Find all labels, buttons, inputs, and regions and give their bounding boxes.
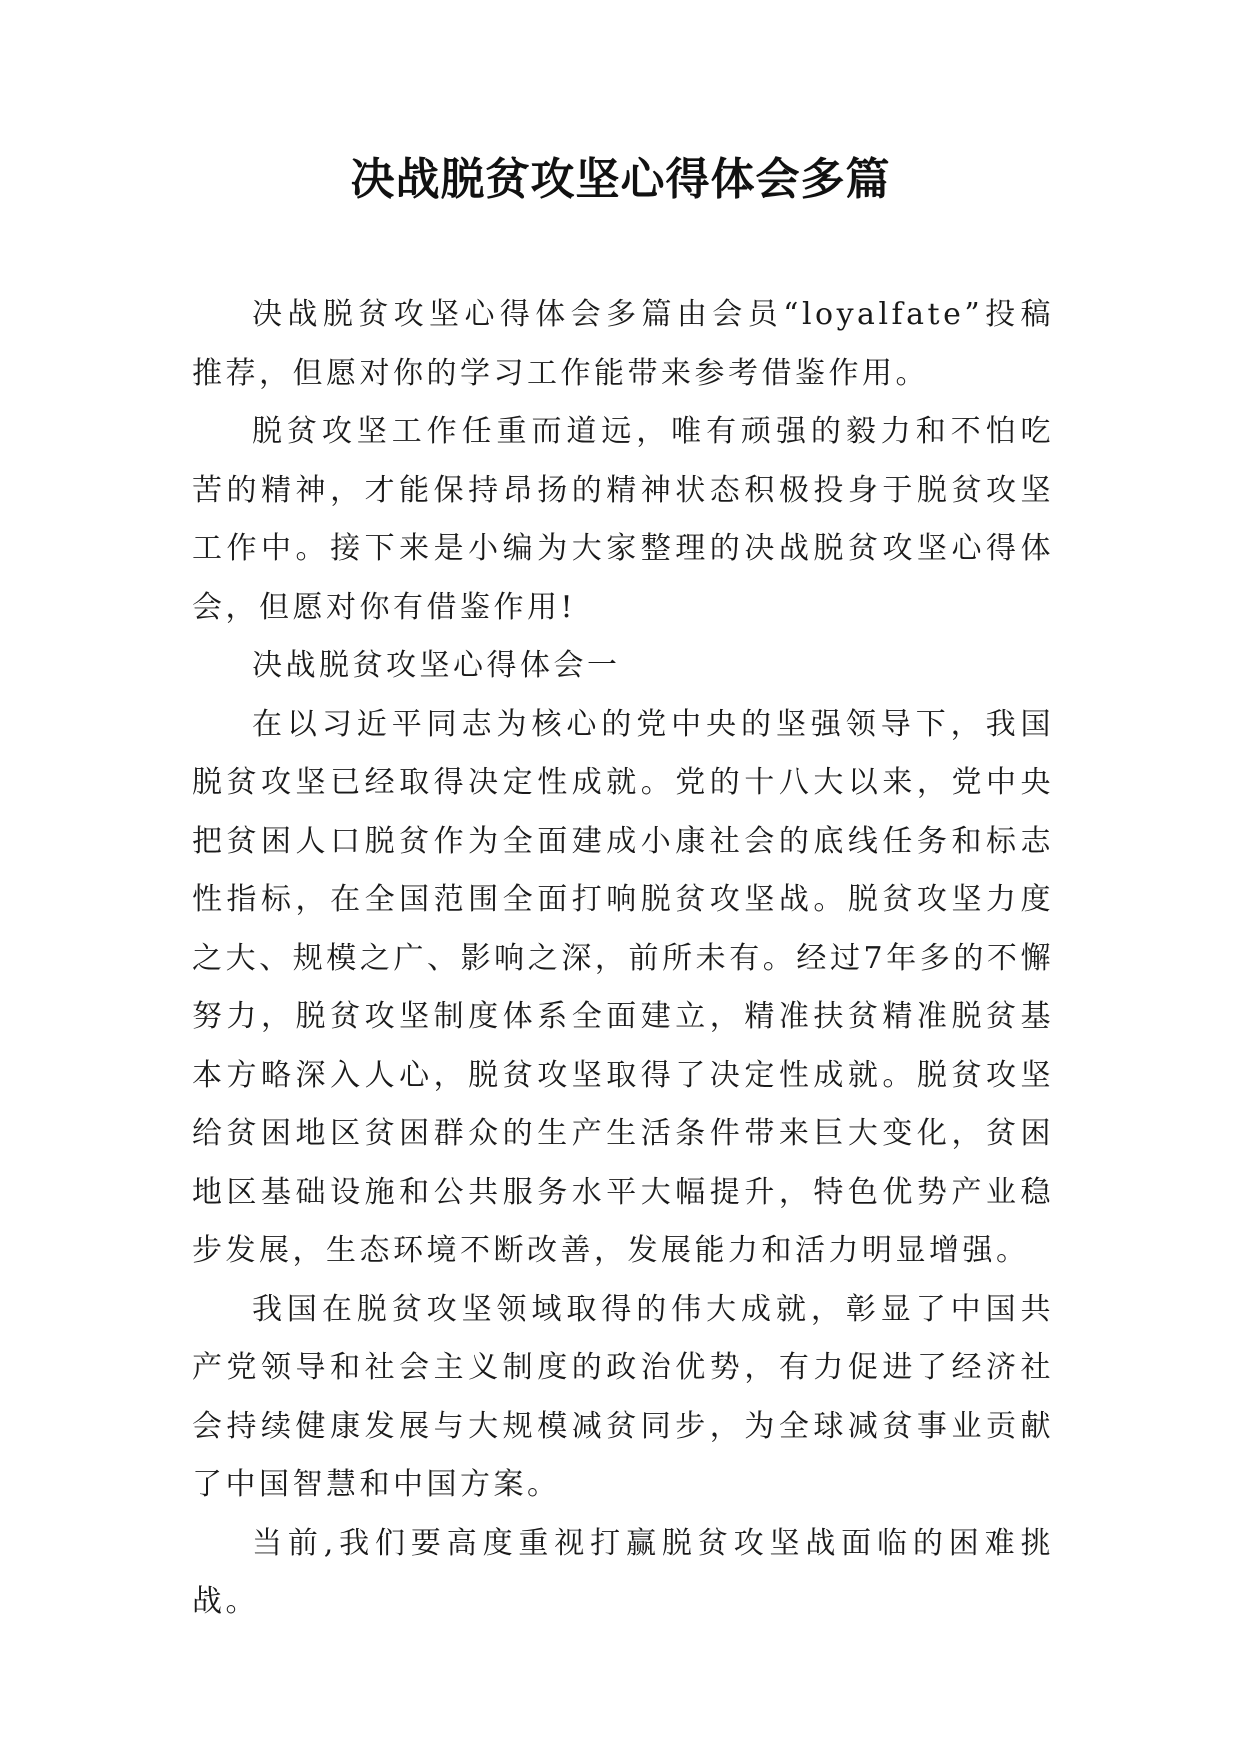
document-body: [192, 286, 1054, 1632]
body-paragraph: 我国在脱贫攻坚领域取得的伟大成就，彰显了中国共产党领导和社会主义制度的政治优势，有力促进了经济社会持续健康发展与大规模减贫同步，为全球减贫事业贡献了中国智慧和中国方案。: [192, 1291, 1054, 1502]
section-heading: 决战脱贫攻坚心得体会一: [252, 648, 621, 683]
intro-paragraph: 决战脱贫攻坚心得体会多篇由会员“loyalfate”投稿推荐，但愿对你的学习工作能带来参考借鉴作用。: [192, 297, 1054, 391]
body-paragraph: 在以习近平同志为核心的党中央的坚强领导下，我国脱贫攻坚已经取得决定性成就。党的十八大以来，党中央把贫困人口脱贫作为全面建成小康社会的底线任务和标志性指标，在全国范围全面打响脱贫攻坚战。脱贫攻坚力度之大、规模之广、影响之深，前所未有。经过7年多的不懈努力，脱贫攻坚制度体系全面建立，精准扶贫精准脱贫基本方略深入人心，脱贫攻坚取得了决定性成就。脱贫攻坚给贫困地区贫困群众的生产生活条件带来巨大变化，贫困地区基础设施和公共服务水平大幅提升，特色优势产业稳步发展，生态环境不断改善，发展能力和活力明显增强。: [192, 706, 1054, 1268]
document-title: 决战脱贫攻坚心得体会多篇: [350, 154, 891, 205]
body-paragraph: 当前,我们要高度重视打赢脱贫攻坚战面临的困难挑战。: [192, 1525, 1054, 1619]
summary-paragraph: 脱贫攻坚工作任重而道远，唯有顽强的毅力和不怕吃苦的精神，才能保持昂扬的精神状态积极投身于脱贫攻坚工作中。接下来是小编为大家整理的决战脱贫攻坚心得体会，但愿对你有借鉴作用!: [192, 414, 1054, 625]
